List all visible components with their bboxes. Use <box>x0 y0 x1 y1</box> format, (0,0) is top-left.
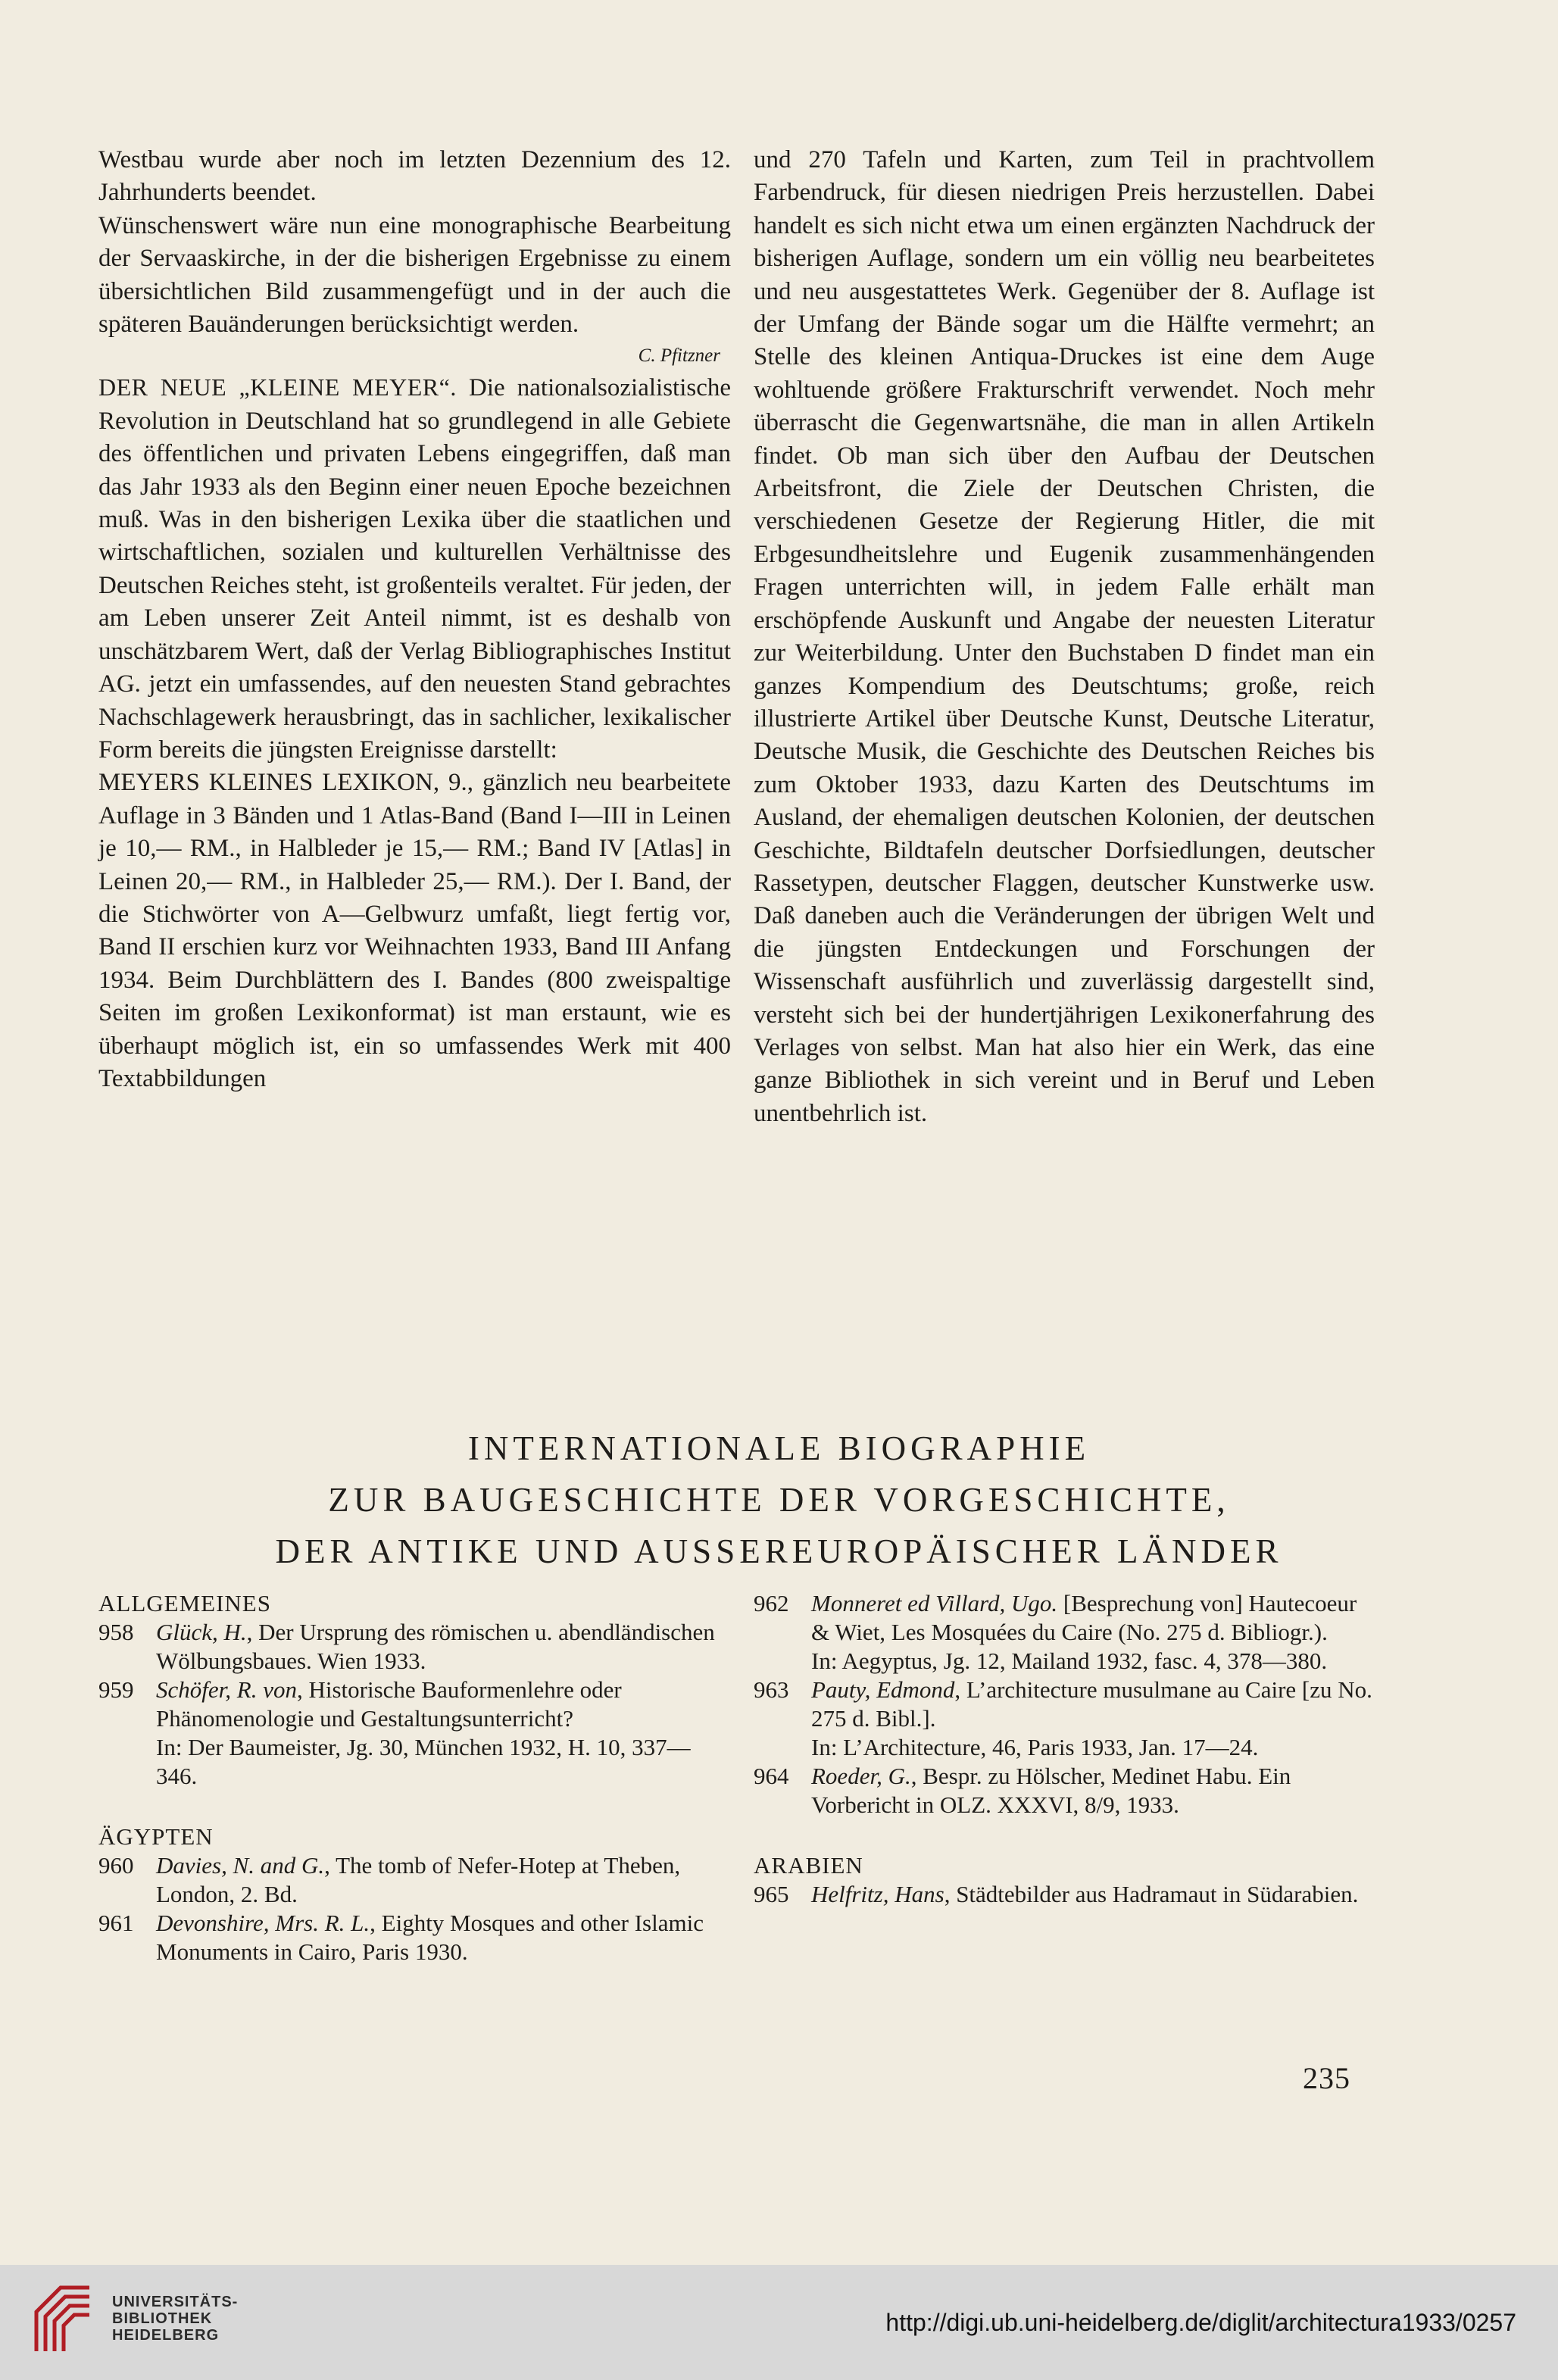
entry-number: 962 <box>754 1590 789 1616</box>
bibliography-entry <box>98 1851 720 1909</box>
entry-source: In: L’Architecture, 46, Paris 1933, Jan. 17—24. <box>811 1734 1259 1760</box>
bibliography-entry <box>754 1762 1375 1819</box>
entry-title: [Besprechung von] Hautecoeur & Wiet, Les Mosquées du Caire (No. 275 d. Bibliogr.). <box>811 1590 1357 1645</box>
entry-citation <box>811 1880 1375 1909</box>
page-number: 235 <box>1303 2061 1350 2095</box>
bibliography-entry <box>754 1880 1375 1909</box>
library-name-line: HEIDELBERG <box>112 2327 220 2344</box>
entry-text <box>156 1909 720 1966</box>
entry-source: In: Der Baumeister, Jg. 30, München 1932, H. 10, 337—346. <box>156 1734 691 1789</box>
section-gap <box>754 1819 1375 1851</box>
bibliography-entry <box>98 1676 720 1791</box>
entry-source: In: Aegyptus, Jg. 12, Mailand 1932, fasc. 4, 378—380. <box>811 1648 1328 1674</box>
entry-number: 960 <box>98 1852 134 1879</box>
entry-citation <box>811 1589 1375 1647</box>
digitization-footer <box>0 2265 1558 2380</box>
section-gap <box>98 1791 720 1822</box>
entry-title: , Städtebilder aus Hadramaut in Südarabien. <box>944 1881 1359 1907</box>
entry-author: Monneret ed Villard, Ugo. <box>811 1590 1058 1616</box>
entry-citation <box>156 1676 720 1733</box>
entry-title: , Historische Bauformenlehre oder Phänomenologie und Gestaltungsunterricht? <box>156 1676 622 1732</box>
entry-citation <box>156 1851 720 1909</box>
entry-author: Glück, H. <box>156 1619 247 1645</box>
entry-text <box>811 1880 1375 1909</box>
entry-number: 959 <box>98 1676 134 1703</box>
library-name-line: UNIVERSITÄTS- <box>112 2294 239 2310</box>
library-name <box>112 2294 238 2344</box>
article-meyer-continued: MEYERS KLEINES LEXIKON, 9., gänzlich neu bearbeitete Auflage in 3 Bänden und 1 Atlas-Band (Band I—III in Leinen je 10,— RM., in Halbleder je 15,— RM.; Band IV [Atlas] in Leinen 20,— RM., in Halbleder 25,— RM.). Der I. Band, der die Stichwörter von A—Gelbwurz umfaßt, liegt fertig vor, Band II erschien kurz vor Weihnachten 1933, Band III Anfang 1934. Beim Durchblättern des I. Bandes (800 zweispaltige Seiten im großen Lexikonformat) ist man erstaunt, wie es überhaupt möglich ist, ein so umfassendes Werk mit 400 Textabbildungen <box>98 769 731 1092</box>
source-url-link[interactable]: http://digi.ub.uni-heidelberg.de/diglit/architectura1933/0257 <box>885 2309 1516 2336</box>
entry-title: , Bespr. zu Hölscher, Medinet Habu. Ein Vorbericht in OLZ. XXXVI, 8/9, 1933. <box>811 1763 1291 1818</box>
bibliography-entry <box>98 1618 720 1676</box>
bibliography-headline <box>0 1423 1558 1577</box>
left-text-column <box>98 144 731 1095</box>
paragraph-westbau: Westbau wurde aber noch im letzten Dezennium des 12. Jahrhunderts beendet. <box>98 146 731 207</box>
headline-line-3: DER ANTIKE UND AUSSEREUROPÄISCHER LÄNDER <box>275 1532 1283 1570</box>
entry-citation <box>156 1618 720 1676</box>
entry-number: 963 <box>754 1676 789 1703</box>
bibliography-section-heading: ALLGEMEINES <box>98 1590 271 1616</box>
entry-number: 958 <box>98 1619 134 1645</box>
right-text-column <box>754 144 1375 1130</box>
entry-title: , Eighty Mosques and other Islamic Monuments in Cairo, Paris 1930. <box>156 1910 704 1965</box>
paragraph-servaaskirche: Wünschenswert wäre nun eine monographische Bearbeitung der Servaaskirche, in der die bisherigen Ergebnisse zu einem übersichtlichen Bild zusammengefügt und in der auch die späteren Bauänderungen berücksichtigt werden. <box>98 211 731 339</box>
article-heading: DER NEUE „KLEINE MEYER“. <box>98 373 457 401</box>
entry-text <box>156 1618 720 1676</box>
bibliography-entry <box>754 1676 1375 1762</box>
entry-author: Devonshire, Mrs. R. L. <box>156 1910 370 1936</box>
bibliography-entry <box>754 1589 1375 1676</box>
bibliography-section-heading: ARABIEN <box>754 1852 863 1879</box>
entry-text <box>156 1676 720 1791</box>
entry-author: Schöfer, R. von <box>156 1676 297 1703</box>
library-name-line: BIBLIOTHEK <box>112 2310 213 2327</box>
entry-title: , Der Ursprung des römischen u. abendländischen Wölbungsbaues. Wien 1933. <box>156 1619 715 1674</box>
entry-number: 965 <box>754 1881 789 1907</box>
article-meyer <box>98 371 731 767</box>
entry-number: 961 <box>98 1910 134 1936</box>
bibliography-left-column <box>98 1589 720 1966</box>
entry-citation <box>156 1909 720 1966</box>
entry-author: Helfritz, Hans <box>811 1881 944 1907</box>
entry-citation <box>811 1676 1375 1733</box>
article-body: Die nationalsozialistische Revolution in Deutschland hat so grundlegend in alle Gebiete des öffentlichen und privaten Lebens eingegriffen, daß man das Jahr 1933 als den Beginn einer neuen Epoche bezeichnen muß. Was in den bisherigen Lexika über die staatlichen und wirtschaftlichen, sozialen und kulturellen Verhältnisse des Deutschen Reiches steht, ist großenteils veraltet. Für jeden, der am Leben unserer Zeit Anteil nimmt, ist es deshalb von unschätzbarem Wert, daß der Verlag Bibliographisches Institut AG. jetzt ein umfassendes, auf den neuesten Stand gebrachtes Nachschlagewerk herausbringt, das in sachlicher, lexikalischer Form bereits die jüngsten Ereignisse darstellt: <box>98 374 732 764</box>
article-meyer-right: und 270 Tafeln und Karten, zum Teil in prachtvollem Farbendruck, für diesen niedrigen Preis herzustellen. Dabei handelt es sich nicht etwa um einen ergänzten Nachdruck der bisherigen Auflage, sondern um ein völlig neu bearbeitetes und neu ausgestattetes Werk. Gegenüber der 8. Auflage ist der Umfang der Bände sogar um die Hälfte vermehrt; an Stelle des kleinen Antiqua-Druckes ist eine dem Auge wohltuende größere Frakturschrift verwendet. Noch mehr überrascht die Gegenwartsnähe, die man in allen Artikeln findet. Ob man sich über den Aufbau der Deutschen Arbeitsfront, die Ziele der Deutschen Christen, die verschiedenen Gesetze der Regierung Hitler, die mit Erbgesundheitslehre und Eugenik zusammenhängenden Fragen unterrichten will, in jedem Falle erhält man erschöpfende Auskunft und Angabe der neuesten Literatur zur Weiterbildung. Unter den Buchstaben D findet man ein ganzes Kompendium des Deutschtums; große, reich illustrierte Artikel über Deutsche Kunst, Deutsche Literatur, Deutsche Musik, die Geschichte des Deutschen Reiches bis zum Oktober 1933, dazu Karten des Deutschtums im Ausland, der ehemaligen deutschen Kolonien, der deutschen Geschichte, Bildtafeln deutscher Dorfsiedlungen, deutscher Rassetypen, deutscher Flaggen, deutscher Kunstwerke usw. Daß daneben auch die Veränderungen der übrigen Welt und die jüngsten Entdeckungen und Forschungen der Wissenschaft ausführlich und zuverlässig dargestellt sind, versteht sich bei der hundertjährigen Lexikonerfahrung des Verlages von selbst. Man hat also hier ein Werk, das eine ganze Bibliothek in sich vereint und in Beruf und Leben unentbehrlich ist. <box>754 146 1375 1127</box>
bibliography-section-heading: ÄGYPTEN <box>98 1823 214 1850</box>
headline-line-2: ZUR BAUGESCHICHTE DER VORGESCHICHTE, <box>328 1481 1230 1519</box>
author-signature: C. Pfitzner <box>638 345 720 367</box>
entry-text <box>156 1851 720 1909</box>
entry-author: Roeder, G. <box>811 1763 911 1789</box>
entry-title: , L’architecture musulmane au Caire [zu No. 275 d. Bibl.]. <box>811 1676 1372 1732</box>
entry-title: , The tomb of Nefer-Hotep at Theben, London, 2. Bd. <box>156 1852 681 1907</box>
entry-text <box>811 1676 1375 1762</box>
entry-author: Davies, N. and G. <box>156 1852 325 1879</box>
entry-number: 964 <box>754 1763 789 1789</box>
bibliography-right-column <box>754 1589 1375 1909</box>
entry-author: Pauty, Edmond <box>811 1676 955 1703</box>
headline-line-1: INTERNATIONALE BIOGRAPHIE <box>467 1429 1091 1467</box>
entry-citation <box>811 1762 1375 1819</box>
bibliography-entry <box>98 1909 720 1966</box>
library-logo-icon <box>30 2282 95 2357</box>
entry-text <box>811 1762 1375 1819</box>
entry-text <box>811 1589 1375 1676</box>
